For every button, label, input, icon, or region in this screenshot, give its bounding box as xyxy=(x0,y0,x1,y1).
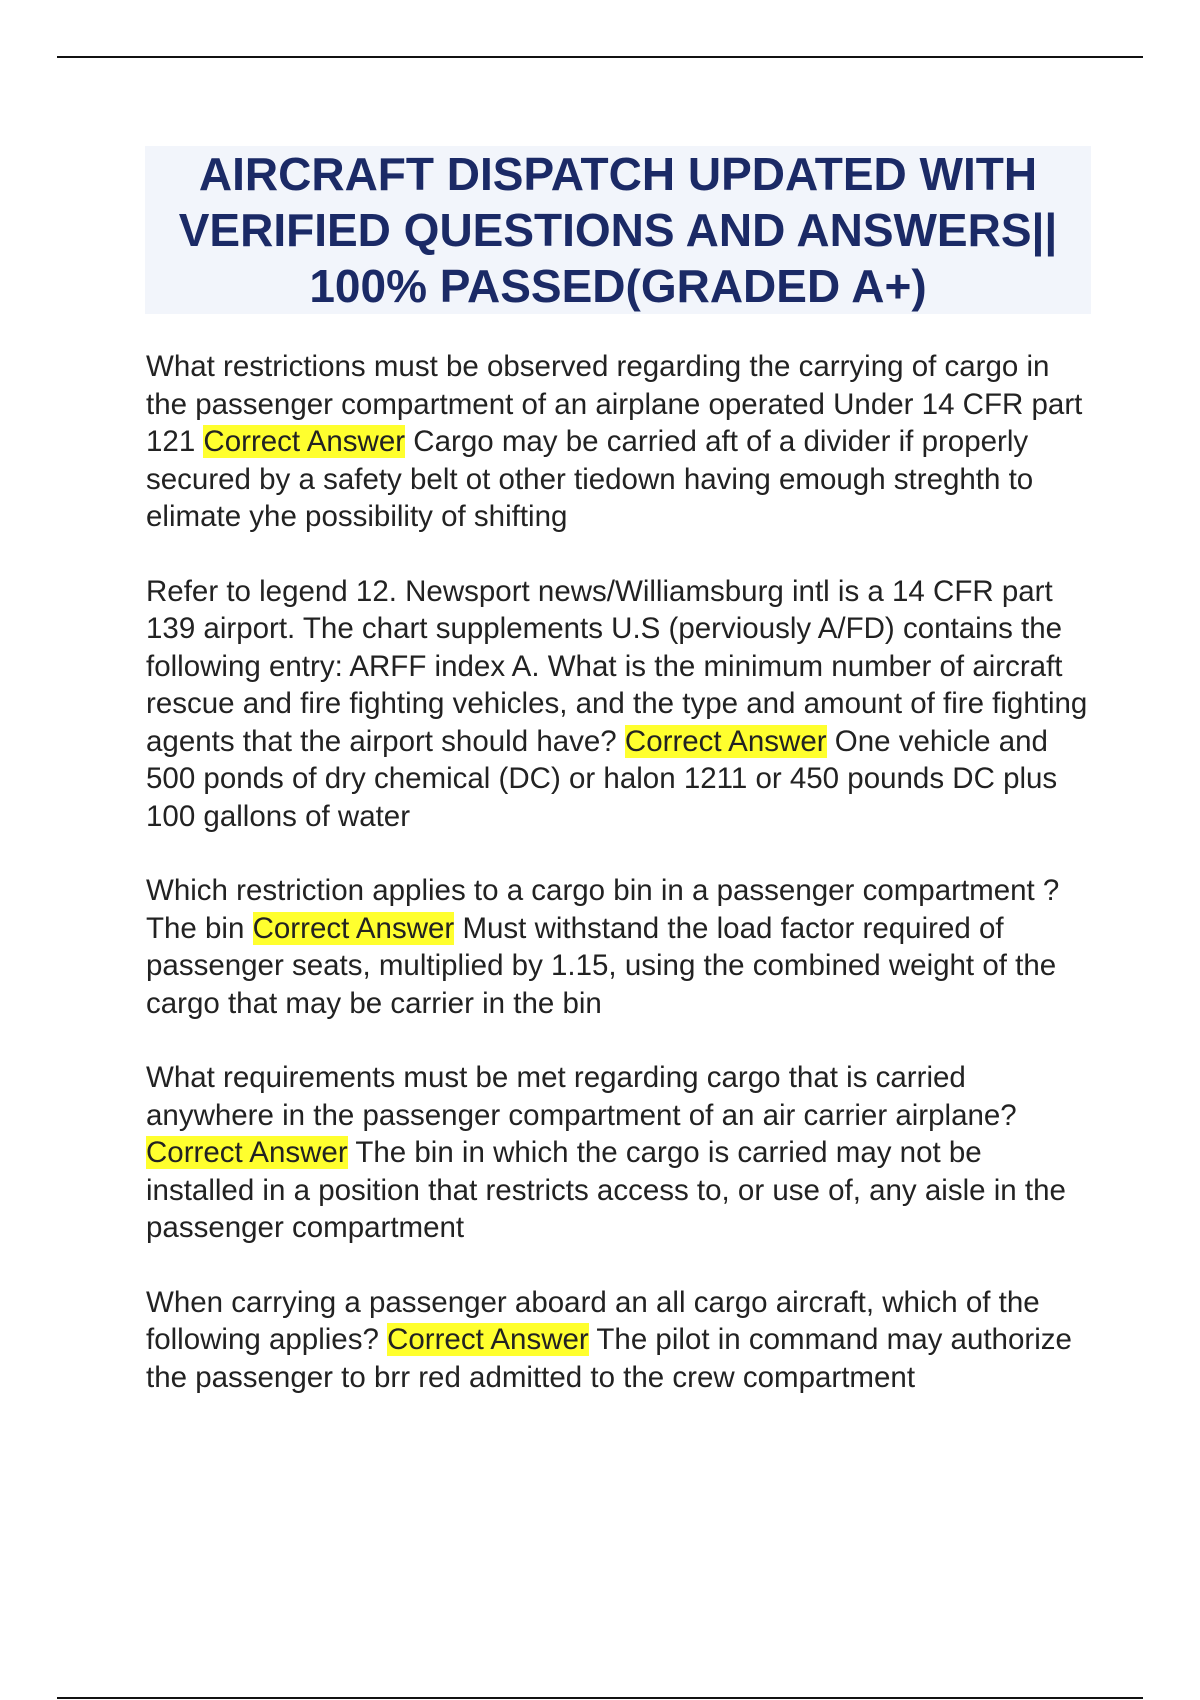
qa-list xyxy=(146,348,1091,1433)
footer-rule xyxy=(57,1697,1143,1699)
qa-item xyxy=(146,348,1091,536)
question-text: What restrictions must be observed regarding the carrying of cargo in the passenger compartment of an airplane operated Under 14 CFR part 121 xyxy=(146,350,1083,458)
question-text: Which restriction applies to a cargo bin in a passenger compartment ? The bin xyxy=(146,874,1060,945)
correct-answer-label: Correct Answer xyxy=(203,425,406,458)
correct-answer-label: Correct Answer xyxy=(252,911,455,945)
answer-text: The pilot in command may authorize the passenger to brr red admitted to the crew compartment xyxy=(146,1323,1072,1394)
correct-answer-label: Correct Answer xyxy=(146,1136,348,1169)
correct-answer-label: Correct Answer xyxy=(624,724,827,758)
qa-item xyxy=(146,573,1091,836)
answer-text: Cargo may be carried aft of a divider if properly secured by a safety belt ot other tiedown having emough streghth to elimate yhe possibility of shifting xyxy=(146,425,1034,533)
question-text: When carrying a passenger aboard an all cargo aircraft, which of the following applies? xyxy=(146,1285,1040,1356)
header-rule xyxy=(57,56,1143,58)
question-text: What requirements must be met regarding cargo that is carried anywhere in the passenger compartment of an air carrier airplane? xyxy=(146,1061,1017,1132)
question-text: Refer to legend 12. Newsport news/Williamsburg intl is a 14 CFR part 139 airport. The chart supplements U.S (perviously A/FD) contains the following entry: ARFF index A. What is the minimum number of aircraft rescue and fire fighting vehicles, and the type and amount of fire fighting agents that the airport should have? xyxy=(146,574,1088,758)
answer-text: Must withstand the load factor required of passenger seats, multiplied by 1.15, using the combined weight of the cargo that may be carrier in the bin xyxy=(146,911,1057,1020)
qa-item xyxy=(146,1284,1091,1397)
title-banner xyxy=(145,146,1091,314)
qa-item xyxy=(146,1059,1091,1247)
qa-item xyxy=(146,872,1091,1022)
answer-text: The bin in which the cargo is carried may not be installed in a position that restricts access to, or use of, any aisle in the passenger compartment xyxy=(146,1136,1066,1244)
correct-answer-label: Correct Answer xyxy=(387,1323,589,1356)
answer-text: One vehicle and 500 ponds of dry chemical (DC) or halon 1211 or 450 pounds DC plus 100 gallons of water xyxy=(146,724,1058,833)
document-title: AIRCRAFT DISPATCH UPDATED WITH VERIFIED QUESTIONS AND ANSWERS|| 100% PASSED(GRADED A+) xyxy=(178,148,1058,312)
